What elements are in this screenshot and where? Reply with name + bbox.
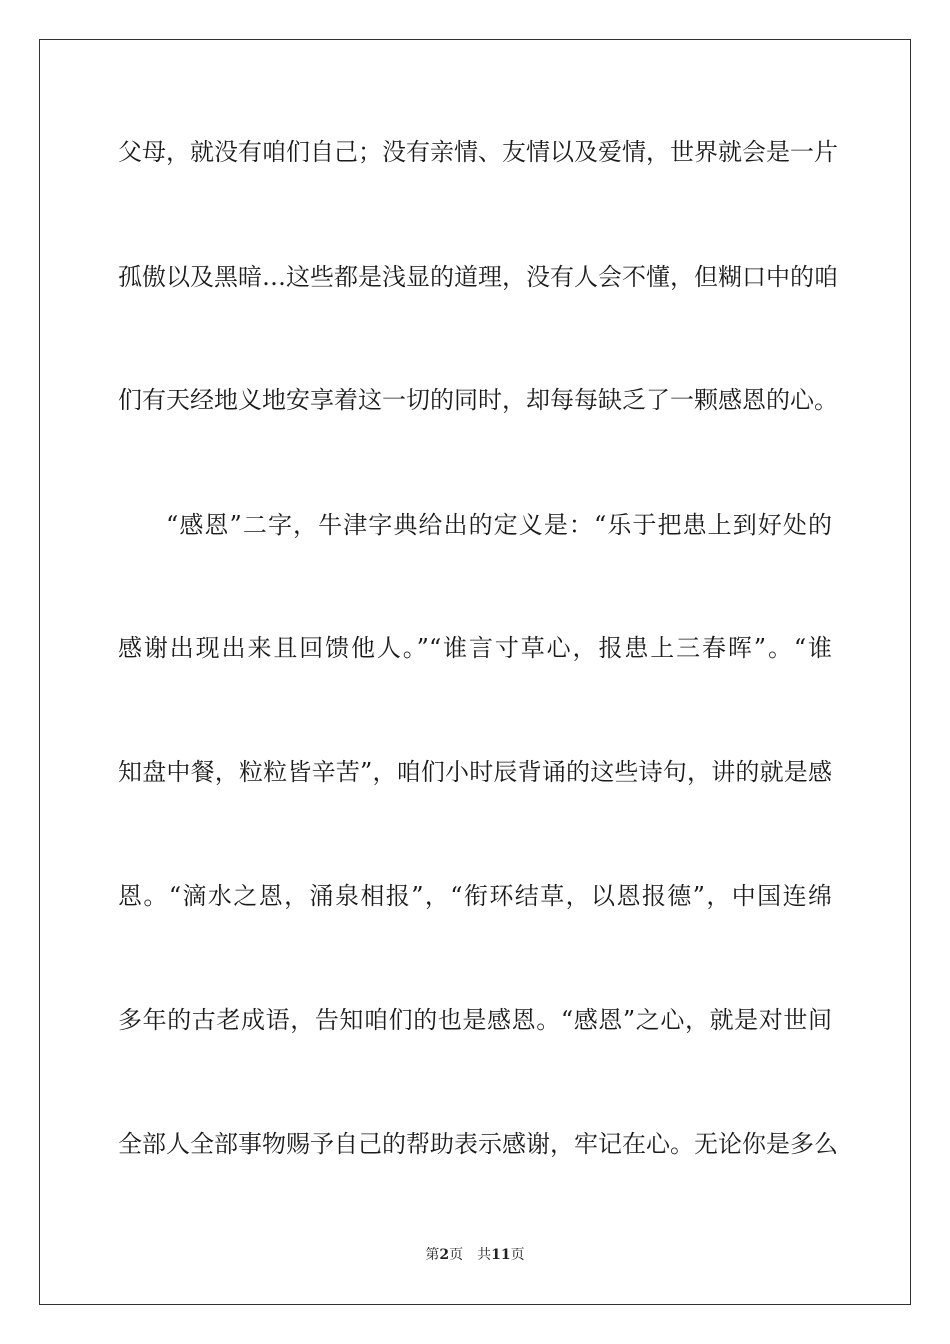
page-border	[39, 39, 911, 1305]
page-current: 2	[439, 1247, 450, 1263]
text-line-2: 孤傲以及黑暗…这些都是浅显的道理，没有人会不懂，但糊口中的咱	[118, 263, 838, 291]
text-line-8: 多年的古老成语，告知咱们的也是感恩。“感恩”之心，就是对世间	[118, 1006, 832, 1034]
page-total: 11	[491, 1247, 511, 1263]
text-line-6: 知盘中餐，粒粒皆辛苦”，咱们小时辰背诵的这些诗句，讲的就是感	[118, 758, 832, 786]
total-prefix: 共	[477, 1247, 492, 1263]
page-prefix: 第	[425, 1247, 440, 1263]
text-line-9: 全部人全部事物赐予自己的帮助表示感谢，牢记在心。无论你是多么	[118, 1130, 838, 1158]
text-line-4: “感恩”二字，牛津字典给出的定义是：“乐于把患上到好处的	[166, 511, 832, 539]
text-line-7: 恩。“滴水之恩，涌泉相报”，“衔环结草，以恩报德”，中国连绵	[118, 882, 832, 910]
total-unit: 页	[510, 1247, 525, 1263]
page-footer	[0, 1246, 950, 1264]
text-line-1: 父母，就没有咱们自己；没有亲情、友情以及爱情，世界就会是一片	[118, 138, 838, 166]
text-line-3: 们有天经地义地安享着这一切的同时，却每每缺乏了一颗感恩的心。	[118, 386, 838, 414]
page-unit: 页	[449, 1247, 464, 1263]
text-line-5: 感谢出现出来且回馈他人。”“谁言寸草心，报患上三春晖”。“谁	[118, 634, 832, 662]
